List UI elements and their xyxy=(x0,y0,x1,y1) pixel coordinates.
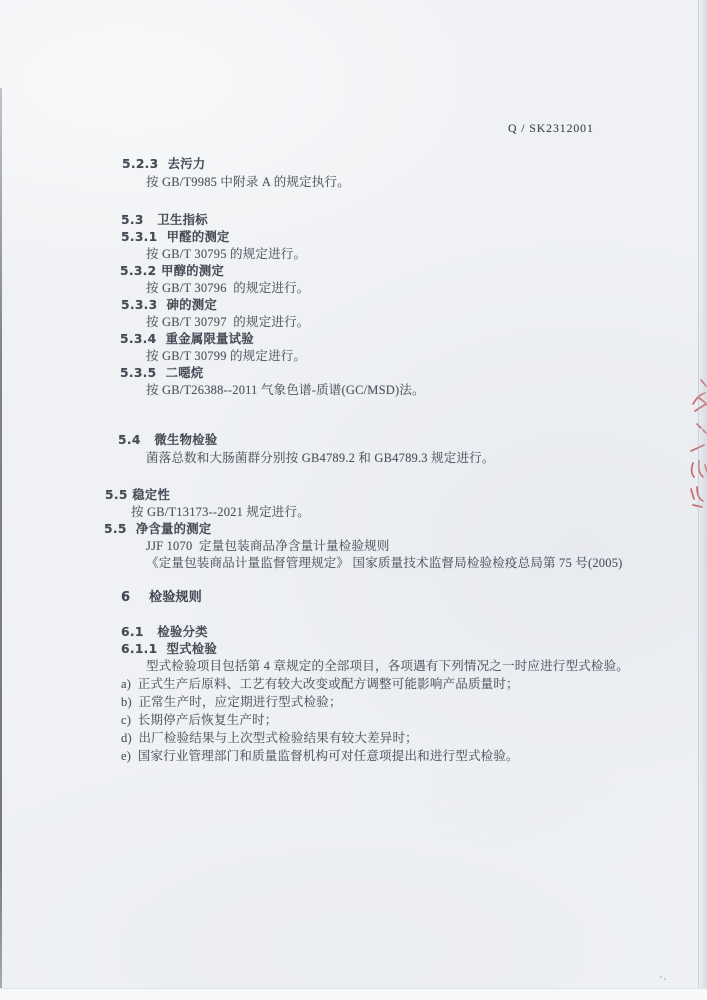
scan-edge-left xyxy=(0,88,2,992)
doc-number: Q / SK2312001 xyxy=(508,121,594,135)
list-item-d: d) 出厂检验结果与上次型式检验结果有较大差异时； xyxy=(121,731,418,745)
clause-heading-5-4: 5.4 微生物检验 xyxy=(118,433,218,447)
clause-body: JJF 1070 定量包装商品净含量计量检验规则 xyxy=(146,539,390,553)
clause-body: 菌落总数和大肠菌群分别按 GB4789.2 和 GB4789.3 规定进行。 xyxy=(146,451,495,465)
list-item-b: b) 正常生产时，应定期进行型式检验； xyxy=(121,695,342,709)
clause-heading-5-5-stability: 5.5 稳定性 xyxy=(105,488,171,502)
clause-heading-6-1-1: 6.1.1 型式检验 xyxy=(121,642,218,656)
clause-body: 按 GB/T13173--2021 规定进行。 xyxy=(131,505,310,519)
chapter-heading-6: 6 检验规则 xyxy=(121,590,202,605)
clause-heading-5-3-3: 5.3.3 砷的测定 xyxy=(121,298,218,312)
scan-edge-right-shade xyxy=(698,0,707,1000)
scan-speck xyxy=(660,976,668,981)
clause-body: 按 GB/T 30796 的规定进行。 xyxy=(146,281,310,295)
clause-heading-5-3-5: 5.3.5 二噁烷 xyxy=(120,366,204,380)
list-item-e: e) 国家行业管理部门和质量监督机构可对任意项提出和进行型式检验。 xyxy=(121,749,519,763)
clause-body: 按 GB/T26388--2011 气象色谱-质谱(GC/MSD)法。 xyxy=(146,383,425,397)
clause-body: 按 GB/T 30799 的规定进行。 xyxy=(146,349,307,363)
clause-heading-5-2-3: 5.2.3 去污力 xyxy=(122,157,206,171)
clause-body: 按 GB/T 30797 的规定进行。 xyxy=(146,315,310,329)
list-item-c: c) 长期停产后恢复生产时； xyxy=(121,713,278,727)
clause-heading-5-3-1: 5.3.1 甲醛的测定 xyxy=(121,230,230,244)
clause-body: 按 GB/T9985 中附录 A 的规定执行。 xyxy=(146,175,350,189)
clause-heading-6-1: 6.1 检验分类 xyxy=(121,625,208,639)
clause-heading-5-3: 5.3 卫生指标 xyxy=(121,213,208,227)
clause-body: 型式检验项目包括第 4 章规定的全部项目，各项遇有下列情况之一时应进行型式检验。 xyxy=(146,659,630,673)
clause-heading-5-3-2: 5.3.2 甲醇的测定 xyxy=(120,264,225,278)
list-item-a: a) 正式生产后原料、工艺有较大改变或配方调整可能影响产品质量时； xyxy=(121,677,519,691)
clause-heading-5-5-net-content: 5.5 净含量的测定 xyxy=(104,522,212,536)
clause-body: 按 GB/T 30795 的规定进行。 xyxy=(146,247,307,261)
scan-edge-bottom xyxy=(0,988,707,1000)
clause-heading-5-3-4: 5.3.4 重金属限量试验 xyxy=(120,332,254,346)
clause-body: 《定量包装商品计量监督管理规定》 国家质量技术监督局检验检疫总局第 75 号(2005) xyxy=(146,556,623,570)
